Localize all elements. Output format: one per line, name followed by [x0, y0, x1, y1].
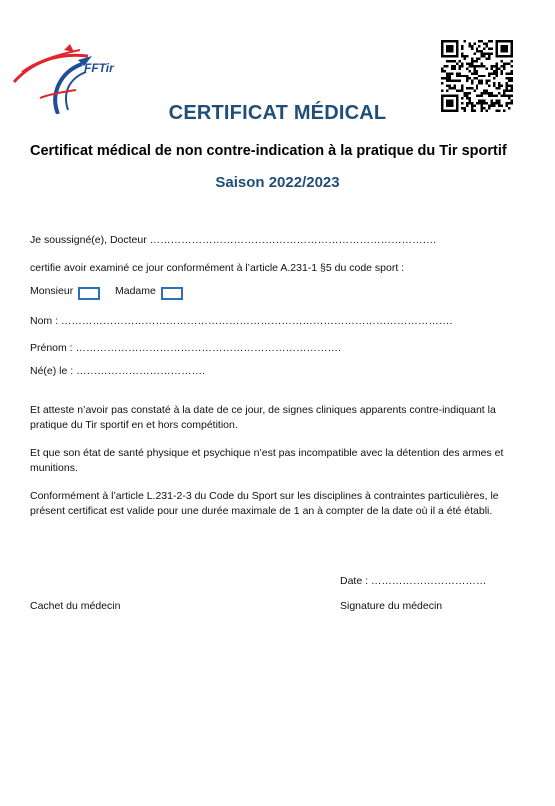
madame-label: Madame	[115, 285, 156, 297]
nom-field[interactable]: Nom : ………………………………………………………………………………………………….	[30, 315, 453, 327]
stamp-label: Cachet du médecin	[30, 600, 121, 612]
date-field[interactable]: Date : ……………………………	[340, 575, 487, 587]
certify-statement: certifie avoir examiné ce jour conformément à l’article A.231-1 §5 du code sport :	[30, 262, 405, 274]
page-subtitle: Certificat médical de non contre-indication à la pratique du Tir sportif	[30, 143, 507, 159]
birthdate-field[interactable]: Né(e) le : ……………………………….	[30, 365, 206, 377]
validity-paragraph: Conformément à l’article L.231-2-3 du Code du Sport sur les disciplines à contraintes particulières, le présent certificat est valide pour une durée maximale de 1 an à compter de la date où il a été établi.	[30, 490, 499, 517]
prenom-field[interactable]: Prénom : ………………………………………………………………….	[30, 342, 341, 354]
doctor-name-field[interactable]: Je soussigné(e), Docteur ……………………………………………………………………….	[30, 234, 437, 246]
monsieur-checkbox[interactable]	[78, 287, 100, 300]
page-title: CERTIFICAT MÉDICAL	[168, 102, 387, 124]
attestation-paragraph: Et atteste n’avoir pas constaté à la date de ce jour, de signes cliniques apparents contre-indiquant la pratique du Tir sportif en et hors compétition.	[30, 404, 496, 431]
gender-row	[30, 285, 230, 301]
madame-checkbox[interactable]	[161, 287, 183, 300]
signature-label: Signature du médecin	[340, 600, 443, 612]
health-paragraph: Et que son état de santé physique et psychique n’est pas incompatible avec la détention des armes et munitions.	[30, 447, 504, 474]
monsieur-label: Monsieur	[30, 285, 74, 297]
season-label: Saison 2022/2023	[215, 174, 340, 191]
logo-text: FFTir	[84, 61, 114, 75]
